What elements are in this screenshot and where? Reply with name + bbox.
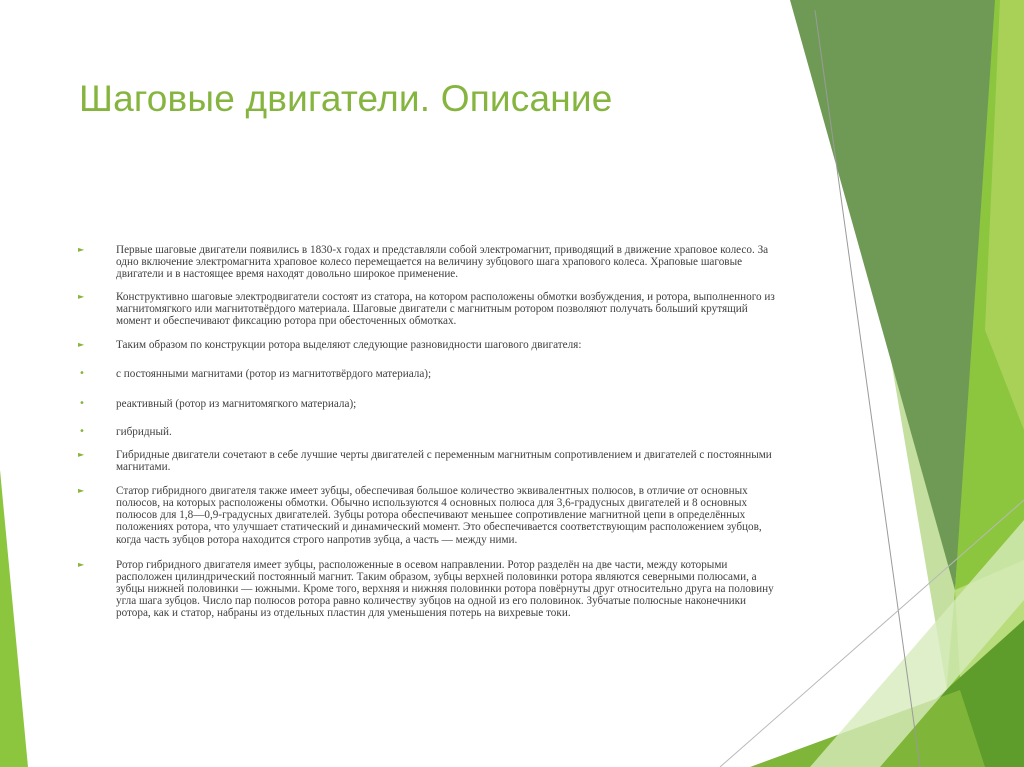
- list-item-text: Статор гибридного двигателя также имеет зубцы, обеспечивая большое количество эквивалентных полюсов, в отличие от основных полюсов, на которых расположены обмотки. Обычно используются 4 основных полюса для 3,6-градусных двигателей и 8 основных полюсов для 1,8—0,9-градусных двигателей. Зубцы ротора обеспечивают меньшее сопротивление магнитной цепи в определённых положениях ротора, что улучшает статический и динамический момент. Это обеспечивается соответствующим расположением зубцов, когда часть зубцов ротора находится строго напротив зубца, а часть — между ними.: [116, 485, 762, 546]
- arrow-bullet-icon: ►: [78, 339, 85, 349]
- list-item: [78, 559, 778, 619]
- list-item-text: Гибридные двигатели сочетают в себе лучшие черты двигателей с переменным магнитным сопротивлением и двигателей с постоянными магнитами.: [116, 448, 772, 474]
- list-item: [78, 291, 778, 327]
- dot-bullet-icon: •: [79, 425, 85, 437]
- bullet-list: [78, 244, 778, 619]
- sub-list-item: [78, 368, 778, 380]
- dot-bullet-icon: •: [79, 397, 85, 409]
- list-item: [78, 485, 778, 545]
- list-item-text: Первые шаговые двигатели появились в 1830-х годах и представляли собой электромагнит, приводящий в движение храповое колесо. За одно включение электромагнита храповое колесо перемещается на величину зубцового шага храпового колеса. Храповые шаговые двигатели и в настоящее время находят довольно широкое применение.: [116, 244, 769, 281]
- list-item-text: гибридный.: [116, 425, 172, 438]
- sub-list-item: [78, 398, 778, 410]
- list-item-text: Ротор гибридного двигателя имеет зубцы, расположенные в осевом направлении. Ротор разделён на две части, между которыми расположен цилиндрический постоянный магнит. Таким образом, зубцы верхней половинки ротора являются северными полюсами, а зубцы нижней половинки — южными. Кроме того, верхняя и нижняя половинки ротора повёрнуты друг относительно друга на половину угла шага зубцов. Число пар полюсов ротора равно количеству зубцов на одной из его половинок. Зубчатые полюсные наконечники ротора, как и статор, набраны из отдельных пластин для уменьшения потерь на вихревые токи.: [116, 558, 774, 619]
- arrow-bullet-icon: ►: [78, 486, 85, 496]
- slide-title: Шаговые двигатели. Описание: [79, 78, 613, 119]
- list-item: [78, 244, 778, 280]
- sub-list-item: [78, 426, 778, 438]
- dot-bullet-icon: •: [79, 367, 85, 379]
- arrow-bullet-icon: ►: [78, 245, 85, 254]
- arrow-bullet-icon: ►: [78, 559, 85, 569]
- list-item-text: Таким образом по конструкции ротора выделяют следующие разновидности шагового двигателя:: [116, 338, 582, 351]
- list-item-text: реактивный (ротор из магнитомягкого материала);: [116, 397, 357, 410]
- arrow-bullet-icon: ►: [78, 292, 85, 302]
- list-item: [78, 449, 778, 473]
- list-item-text: Конструктивно шаговые электродвигатели состоят из статора, на котором расположены обмотки возбуждения, и ротора, выполненного из магнитомягкого или магнитотвёрдого материала. Шаговые двигатели с магнитным ротором позволяют получать больший крутящий момент и обеспечивают фиксацию ротора при обесточенных обмотках.: [116, 291, 775, 328]
- list-item-text: с постоянными магнитами (ротор из магнитотвёрдого материала);: [116, 367, 432, 380]
- list-item: [78, 339, 778, 351]
- left-green-strip: [0, 470, 28, 767]
- arrow-bullet-icon: ►: [78, 449, 85, 459]
